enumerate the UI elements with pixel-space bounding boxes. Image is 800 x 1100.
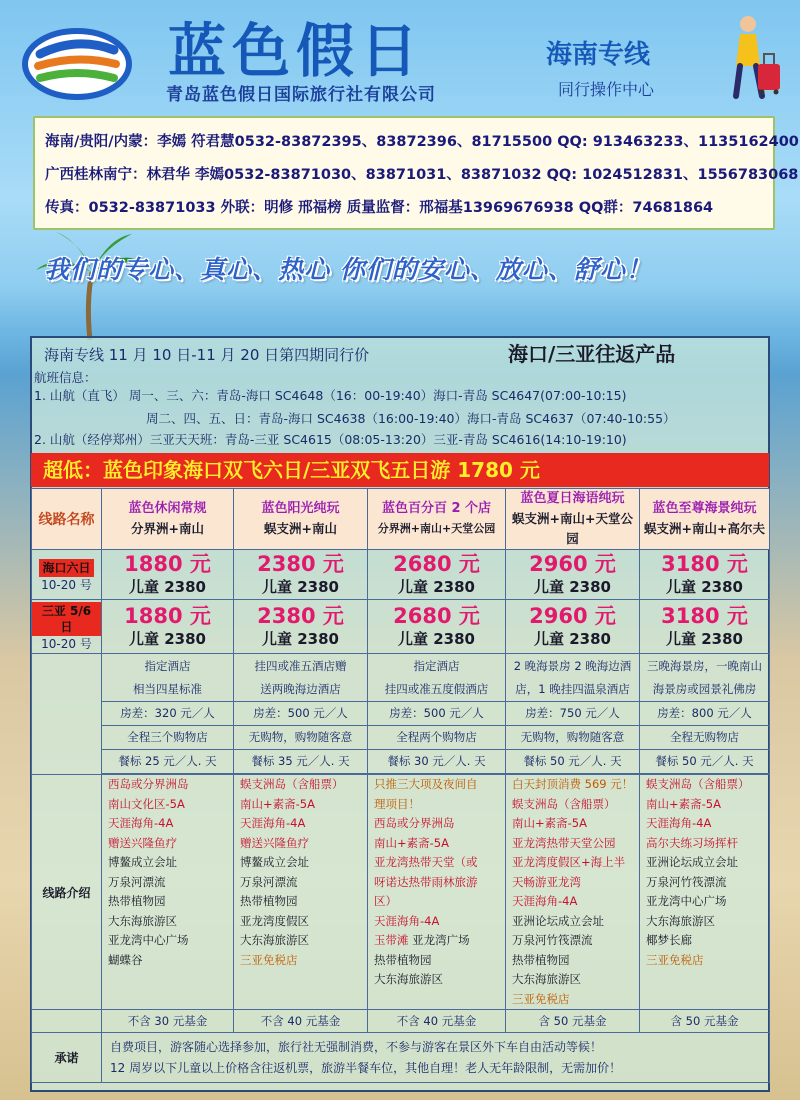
intro-item: 三亚免税店 bbox=[512, 991, 570, 1006]
package-header-row bbox=[32, 489, 770, 550]
intro-cell bbox=[640, 775, 770, 1010]
package-header bbox=[506, 489, 640, 550]
product-title: 海口/三亚往返产品 bbox=[508, 342, 676, 366]
package-sub: 分界洲+南山 bbox=[102, 519, 233, 539]
flight-line-2: 周二、四、五、日：青岛-海口 SC4638（16:00-19:40）海口-青岛 SC4637（07:40-10:55） bbox=[146, 411, 676, 426]
child-price: 儿童 2380 bbox=[129, 629, 206, 648]
route-label bbox=[32, 550, 102, 600]
promise-cell bbox=[102, 1033, 770, 1083]
traveler-illustration bbox=[700, 8, 795, 103]
ops-center: 同行操作中心 bbox=[558, 80, 655, 99]
promise-line-2: 12 周岁以下儿童以上价格含往返机票，旅游半餐车位，其他自理！老人无年龄限制，无需加价！ bbox=[110, 1060, 622, 1075]
intro-item: 白天封顶消费 569 元！ bbox=[512, 777, 634, 791]
adult-price: 2680 元 bbox=[393, 603, 480, 628]
intro-item: 三亚免税店 bbox=[240, 952, 298, 967]
room-diff-cell: 房差：800 元／人 bbox=[640, 702, 770, 726]
intro-row bbox=[32, 775, 770, 1010]
intro-item: 大东海旅游区 bbox=[108, 913, 177, 928]
package-name: 蓝色百分百 2 个店 bbox=[381, 501, 492, 516]
intro-item: 西岛或分界洲岛 bbox=[374, 816, 455, 830]
package-header bbox=[368, 489, 506, 550]
package-name: 蓝色夏日海语纯玩 bbox=[520, 491, 625, 506]
child-price: 儿童 2380 bbox=[262, 577, 339, 596]
intro-item: 南山+素斋-5A bbox=[240, 796, 315, 811]
intro-item: 万泉河漂流 bbox=[108, 874, 166, 889]
intro-item: 蝴蝶谷 bbox=[108, 952, 143, 967]
contact-box bbox=[33, 116, 799, 230]
intro-item: 理项目！ bbox=[374, 796, 420, 811]
child-price: 儿童 2380 bbox=[129, 577, 206, 596]
price-table bbox=[31, 488, 770, 1083]
intro-item: 天涯海角-4A bbox=[108, 816, 174, 830]
hotel-cell: 指定酒店 相当四星标准 bbox=[102, 654, 234, 702]
intro-item: 大东海旅游区 bbox=[512, 972, 581, 986]
company-logo bbox=[22, 28, 132, 100]
intro-item: 椰梦长廊 bbox=[646, 933, 692, 947]
flight-line-3: 2. 山航（经停郑州）三亚天天班：青岛-三亚 SC4615（08:05-13:20）三亚-青岛 SC4616(14:10-19:10) bbox=[34, 432, 627, 447]
meal-cell: 餐标 25 元／人. 天 bbox=[102, 750, 234, 774]
intro-item: 热带植物园 bbox=[108, 894, 166, 908]
flight-info-title: 航班信息： bbox=[34, 370, 97, 385]
fund-row bbox=[32, 1010, 770, 1033]
intro-item: 亚龙湾热带天堂公园 bbox=[512, 835, 616, 850]
promise-line-1: 自费项目，游客随心选择参加，旅行社无强制消费，不参与游客在景区外下车自由活动等候！ bbox=[110, 1039, 603, 1054]
route-tag: 三亚 5/6 日 bbox=[32, 602, 101, 636]
fund-label bbox=[32, 1010, 102, 1033]
intro-item: 高尔夫练习场挥杆 bbox=[646, 835, 738, 850]
room-diff-row bbox=[32, 702, 770, 726]
intro-item: 天涯海角-4A bbox=[646, 816, 712, 830]
shopping-cell: 无购物，购物随客意 bbox=[506, 726, 640, 750]
price-cell bbox=[506, 600, 640, 654]
intro-item: 南山+素斋-5A bbox=[646, 796, 721, 811]
price-cell bbox=[368, 550, 506, 600]
promo-banner: 超低：蓝色印象海口双飞六日/三亚双飞五日游 1780 元 bbox=[31, 453, 769, 487]
shopping-cell: 全程无购物店 bbox=[640, 726, 770, 750]
child-price: 儿童 2380 bbox=[666, 577, 743, 596]
contact-line-fax: 传真：0532-83871033 外联：明修 邢福榜 质量监督：邢福基13969676938 QQ群：74681864 bbox=[45, 200, 714, 216]
intro-item-extra: 亚龙湾广场 bbox=[412, 933, 470, 947]
price-cell bbox=[234, 600, 368, 654]
adult-price: 3180 元 bbox=[661, 551, 748, 576]
shopping-row bbox=[32, 726, 770, 750]
contact-line-hainan: 海南/贵阳/内蒙：李嫣 符君慧0532-83872395、83872396、81715500 QQ: 913463233、1135162400 bbox=[45, 134, 799, 150]
intro-item: 亚龙湾度假区+海上半 bbox=[512, 855, 626, 869]
price-cell bbox=[506, 550, 640, 600]
line-name: 海南专线 bbox=[546, 40, 651, 70]
adult-price: 2380 元 bbox=[257, 551, 344, 576]
intro-label: 线路介绍 bbox=[32, 775, 102, 1010]
room-diff-cell: 房差：500 元／人 bbox=[234, 702, 368, 726]
shopping-cell: 全程两个购物店 bbox=[368, 726, 506, 750]
fund-cell: 含 50 元基金 bbox=[506, 1010, 640, 1033]
adult-price: 2380 元 bbox=[257, 603, 344, 628]
intro-item: 万泉河竹筏漂流 bbox=[646, 874, 727, 889]
intro-item: 大东海旅游区 bbox=[240, 933, 309, 947]
intro-cell bbox=[102, 775, 234, 1010]
shopping-cell: 全程三个购物店 bbox=[102, 726, 234, 750]
child-price: 儿童 2380 bbox=[262, 629, 339, 648]
adult-price: 2960 元 bbox=[529, 551, 616, 576]
intro-item: 亚龙湾中心广场 bbox=[108, 933, 189, 947]
intro-item: 赠送兴隆鱼疗 bbox=[240, 835, 309, 850]
package-sub: 蜈支洲+南山 bbox=[234, 519, 367, 539]
intro-item: 天涯海角-4A bbox=[512, 894, 578, 908]
route-tag: 海口六日 bbox=[39, 559, 93, 577]
adult-price: 1880 元 bbox=[124, 603, 211, 628]
intro-item: 区） bbox=[374, 894, 397, 908]
meal-cell: 餐标 50 元／人. 天 bbox=[640, 750, 770, 774]
intro-item: 热带植物园 bbox=[240, 894, 298, 908]
fund-cell: 不含 40 元基金 bbox=[368, 1010, 506, 1033]
period-title: 海南专线 11 月 10 日-11 月 20 日第四期同行价 bbox=[44, 346, 370, 364]
promise-label: 承诺 bbox=[32, 1033, 102, 1083]
fund-cell: 含 50 元基金 bbox=[640, 1010, 770, 1033]
intro-item: 蜈支洲岛（含船票） bbox=[240, 777, 344, 791]
details-spacer bbox=[32, 654, 102, 775]
intro-item: 亚龙湾热带天堂（或 bbox=[374, 855, 478, 869]
hotel-cell: 挂四或准五酒店赠 送两晚海边酒店 bbox=[234, 654, 368, 702]
child-price: 儿童 2380 bbox=[398, 577, 475, 596]
price-cell bbox=[102, 600, 234, 654]
price-cell bbox=[234, 550, 368, 600]
route-row-haikou bbox=[32, 550, 770, 600]
package-name: 蓝色至尊海景纯玩 bbox=[652, 501, 757, 516]
adult-price: 1880 元 bbox=[124, 551, 211, 576]
intro-item: 南山+素斋-5A bbox=[374, 835, 449, 850]
meal-row bbox=[32, 750, 770, 774]
brand-title: 蓝色假日 bbox=[168, 17, 425, 85]
route-row-sanya bbox=[32, 600, 770, 654]
contact-line-guangxi: 广西桂林南宁：林君华 李嫣0532-83871030、83871031、83871032 QQ: 1024512831、1556783068 bbox=[45, 167, 799, 183]
intro-item: 西岛或分界洲岛 bbox=[108, 777, 189, 791]
adult-price: 2680 元 bbox=[393, 551, 480, 576]
price-cell bbox=[368, 600, 506, 654]
intro-item: 蜈支洲岛（含船票） bbox=[646, 777, 750, 791]
package-header bbox=[640, 489, 770, 550]
intro-item: 博鳌成立会址 bbox=[108, 855, 177, 869]
hotel-cell: 指定酒店 挂四或准五度假酒店 bbox=[368, 654, 506, 702]
fund-cell: 不含 30 元基金 bbox=[102, 1010, 234, 1033]
intro-item: 亚龙湾度假区 bbox=[240, 913, 309, 928]
slogan: 我们的专心、真心、热心 你们的安心、放心、舒心！ bbox=[44, 255, 652, 284]
intro-item: 南山文化区-5A bbox=[108, 796, 185, 811]
intro-item: 呀诺达热带雨林旅游 bbox=[374, 874, 478, 889]
package-header bbox=[102, 489, 234, 550]
meal-cell: 餐标 50 元／人. 天 bbox=[506, 750, 640, 774]
intro-item: 蜈支洲岛（含船票） bbox=[512, 796, 616, 811]
child-price: 儿童 2380 bbox=[398, 629, 475, 648]
price-cell bbox=[640, 550, 770, 600]
intro-item: 天涯海角-4A bbox=[240, 816, 306, 830]
promise-row bbox=[32, 1033, 770, 1083]
meal-cell: 餐标 30 元／人. 天 bbox=[368, 750, 506, 774]
room-diff-cell: 房差：750 元／人 bbox=[506, 702, 640, 726]
meal-cell: 餐标 35 元／人. 天 bbox=[234, 750, 368, 774]
intro-item: 三亚免税店 bbox=[646, 952, 704, 967]
line-name-label: 线路名称 bbox=[32, 489, 102, 550]
price-cell bbox=[102, 550, 234, 600]
intro-item: 热带植物园 bbox=[374, 952, 432, 967]
intro-cell bbox=[506, 775, 640, 1010]
intro-item: 南山+素斋-5A bbox=[512, 816, 587, 830]
package-name: 蓝色休闲常规 bbox=[128, 501, 207, 516]
fund-cell: 不含 40 元基金 bbox=[234, 1010, 368, 1033]
intro-item: 万泉河漂流 bbox=[240, 874, 298, 889]
hotel-row bbox=[32, 654, 770, 702]
intro-item: 只推三大项及夜间自 bbox=[374, 777, 478, 791]
hotel-cell: 三晚海景房，一晚南山 海景房或园景礼佛房 bbox=[640, 654, 770, 702]
intro-item: 亚洲论坛成立会址 bbox=[512, 913, 604, 928]
intro-item: 赠送兴隆鱼疗 bbox=[108, 835, 177, 850]
hotel-cell: 2 晚海景房 2 晚海边酒 店，1 晚挂四温泉酒店 bbox=[506, 654, 640, 702]
price-cell bbox=[640, 600, 770, 654]
intro-item: 亚龙湾中心广场 bbox=[646, 894, 727, 908]
intro-item: 天畅游亚龙湾 bbox=[512, 874, 581, 889]
intro-cell bbox=[368, 775, 506, 1010]
adult-price: 2960 元 bbox=[529, 603, 616, 628]
brand-subtitle: 青岛蓝色假日国际旅行社有限公司 bbox=[166, 85, 436, 105]
package-sub: 蜈支洲+南山+高尔夫 bbox=[640, 519, 769, 539]
adult-price: 3180 元 bbox=[661, 603, 748, 628]
child-price: 儿童 2380 bbox=[534, 629, 611, 648]
route-days: 10-20 号 bbox=[41, 636, 92, 651]
intro-item: 热带植物园 bbox=[512, 952, 570, 967]
package-sub: 蜈支洲+南山+天堂公园 bbox=[506, 509, 639, 549]
shopping-cell: 无购物，购物随客意 bbox=[234, 726, 368, 750]
intro-item: 天涯海角-4A bbox=[374, 913, 440, 928]
route-label bbox=[32, 600, 102, 654]
room-diff-cell: 房差：320 元／人 bbox=[102, 702, 234, 726]
flight-line-1: 1. 山航（直飞） 周一、三、六：青岛-海口 SC4648（16：00-19:40）海口-青岛 SC4647(07:00-10:15) bbox=[34, 388, 627, 403]
route-days: 10-20 号 bbox=[41, 577, 92, 592]
intro-item: 大东海旅游区 bbox=[374, 972, 443, 986]
package-name: 蓝色阳光纯玩 bbox=[261, 501, 340, 516]
intro-item: 亚洲论坛成立会址 bbox=[646, 855, 738, 869]
package-sub: 分界洲+南山+天堂公园 bbox=[368, 519, 505, 539]
intro-item: 万泉河竹筏漂流 bbox=[512, 933, 593, 947]
child-price: 儿童 2380 bbox=[666, 629, 743, 648]
intro-cell bbox=[234, 775, 368, 1010]
intro-item: 大东海旅游区 bbox=[646, 913, 715, 928]
child-price: 儿童 2380 bbox=[534, 577, 611, 596]
package-header bbox=[234, 489, 368, 550]
intro-item: 博鳌成立会址 bbox=[240, 855, 309, 869]
room-diff-cell: 房差：500 元／人 bbox=[368, 702, 506, 726]
intro-item: 玉带滩 亚龙湾广场 bbox=[374, 933, 470, 947]
